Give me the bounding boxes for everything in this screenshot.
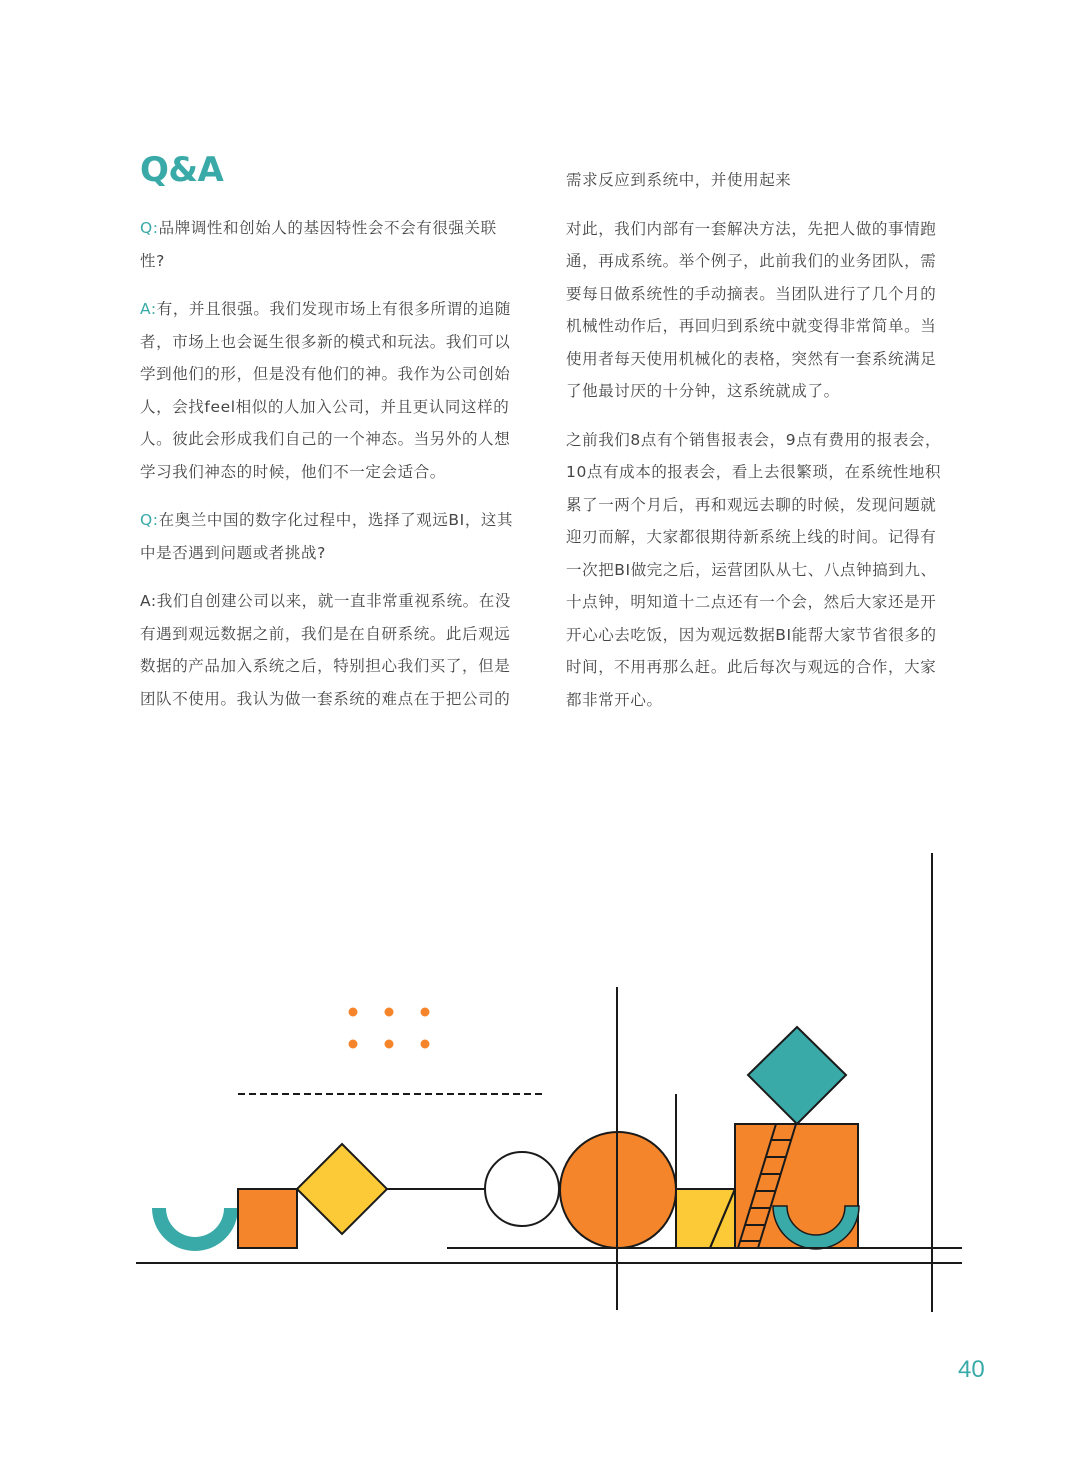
dot-grid	[349, 1008, 430, 1049]
orange-square	[238, 1189, 297, 1248]
white-circle	[485, 1152, 559, 1226]
page-title: Q&A	[140, 150, 224, 190]
answer-label: A:	[140, 592, 157, 610]
dot	[349, 1008, 358, 1017]
teal-diamond	[748, 1027, 846, 1124]
dot	[349, 1040, 358, 1049]
answer-text: 有，并且很强。我们发现市场上有很多所谓的追随者，市场上也会诞生很多新的模式和玩法。我们可以学到他们的形，但是没有他们的神。我作为公司创始人，会找feel相似的人加入公司，并且更认同这样的人。彼此会形成我们自己的一个神态。当另外的人想学习我们神态的时候，他们不一定会适合。	[140, 300, 511, 481]
dot	[421, 1040, 430, 1049]
question-text: 品牌调性和创始人的基因特性会不会有很强关联性?	[140, 219, 497, 270]
teal-half-ring	[152, 1208, 238, 1251]
paragraph: 需求反应到系统中，并使用起来	[566, 171, 792, 189]
answer-text: 我们自创建公司以来，就一直非常重视系统。在没有遇到观远数据之前，我们是在自研系统。此后观远数据的产品加入系统之后，特别担心我们买了，但是团队不使用。我认为做一套系统的难点在于把公司的	[140, 592, 511, 708]
dot	[385, 1008, 394, 1017]
page-number: 40	[958, 1356, 985, 1383]
dot	[421, 1008, 430, 1017]
question-label: Q:	[140, 511, 159, 529]
question-label: Q:	[140, 219, 159, 237]
answer-label: A:	[140, 300, 157, 318]
paragraph: 对此，我们内部有一套解决方法，先把人做的事情跑通，再成系统。举个例子，此前我们的业务团队，需要每日做系统性的手动摘表。当团队进行了几个月的机械性动作后，再回归到系统中就变得非常简单。当使用者每天使用机械化的表格，突然有一套系统满足了他最讨厌的十分钟，这系统就成了。	[566, 219, 937, 400]
question-text: 在奥兰中国的数字化过程中，选择了观远BI，这其中是否遇到问题或者挑战?	[140, 511, 514, 562]
paragraph: 之前我们8点有个销售报表会，9点有费用的报表会，10点有成本的报表会，看上去很繁琐，在系统性地积累了一两个月后，再和观远去聊的时候，发现问题就迎刃而解，大家都很期待新系统上线的时间。记得有一次把BI做完之后，运营团队从七、八点钟搞到九、十点钟，明知道十二点还有一个会，然后大家还是开开心心去吃饭，因为观远数据BI能帮大家节省很多的时间，不用再那么赶。此后每次与观远的合作，大家都非常开心。	[566, 430, 942, 709]
yellow-diamond	[297, 1144, 387, 1234]
dot	[385, 1040, 394, 1049]
